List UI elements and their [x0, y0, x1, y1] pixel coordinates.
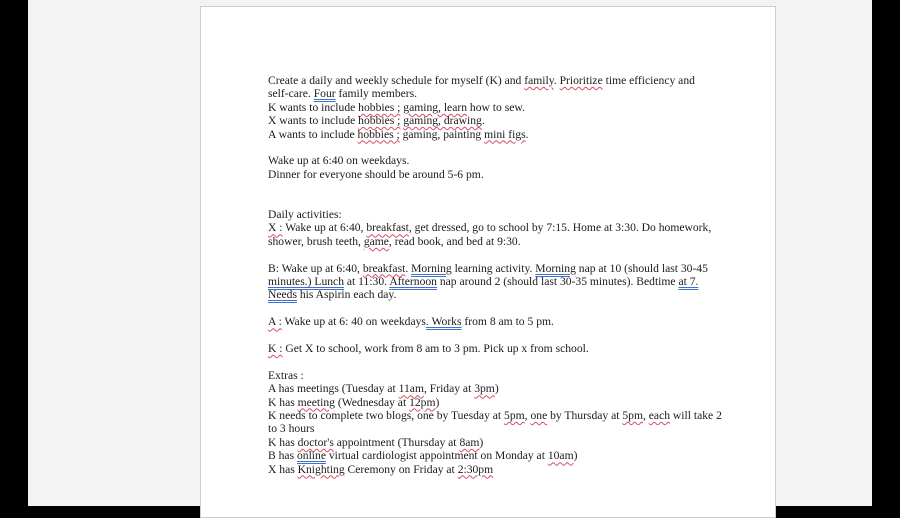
- text-run: Wake up at 6: 40 on weekdays: [281, 315, 426, 329]
- spelling-flag[interactable]: Prioritize: [559, 74, 603, 87]
- daily-activities-k: [268, 342, 728, 355]
- grammar-flag[interactable]: Afternoon: [389, 275, 437, 289]
- grammar-flag[interactable]: at 7.: [678, 275, 699, 289]
- schedule-notes: [268, 154, 728, 181]
- spelling-flag[interactable]: family: [524, 74, 554, 87]
- spelling-flag[interactable]: Knighting: [297, 462, 345, 476]
- text-run: (Wednesday at: [334, 395, 410, 409]
- text-run: learning activity.: [451, 261, 536, 275]
- intro-paragraph: [268, 74, 728, 141]
- text-run: X has: [268, 462, 298, 476]
- blank-line: [268, 181, 728, 208]
- text-run: B has: [268, 449, 297, 463]
- spelling-flag[interactable]: meeting: [297, 395, 335, 409]
- grammar-flag[interactable]: Four: [313, 87, 336, 101]
- text-run: ): [494, 382, 499, 396]
- text-run: Wake up at 6:40 on weekdays.: [268, 154, 410, 168]
- text-run: virtual cardiologist appointment on Monday at: [325, 449, 548, 463]
- spelling-flag[interactable]: 10am: [547, 449, 574, 463]
- text-run: X wants to include: [268, 114, 359, 128]
- text-run: his Aspirin each day.: [296, 288, 397, 302]
- text-run: self-care.: [268, 87, 314, 101]
- text-run: .: [553, 74, 560, 87]
- grammar-flag[interactable]: online: [296, 449, 326, 463]
- text-run: Wake up at 6:40,: [282, 221, 367, 235]
- spelling-flag[interactable]: A :: [268, 315, 282, 329]
- grammar-flag[interactable]: minutes.) Lunch: [268, 275, 344, 289]
- spelling-flag[interactable]: each: [648, 409, 671, 423]
- text-run: .: [481, 114, 485, 128]
- text-run: K wants to include: [268, 100, 359, 114]
- spelling-flag[interactable]: 11am: [398, 382, 424, 396]
- grammar-flag[interactable]: Morning: [535, 261, 576, 275]
- blank-line: [268, 302, 728, 315]
- text-run: .: [525, 127, 529, 141]
- spelling-flag[interactable]: 2:30pm: [457, 462, 494, 476]
- text-run: at 11:30.: [344, 275, 390, 289]
- text-run: time efficiency and: [602, 74, 695, 87]
- text-run: K needs to complete two blogs, one by Tuesday at: [268, 409, 505, 423]
- text-run: shower, brush teeth,: [268, 234, 364, 248]
- spelling-flag[interactable]: gaming, learn: [403, 100, 468, 114]
- spelling-flag[interactable]: gaming, drawing: [403, 114, 482, 128]
- text-run: A wants to include: [268, 127, 358, 141]
- spelling-flag[interactable]: game: [363, 234, 389, 248]
- spelling-flag[interactable]: hobbies ;: [358, 100, 401, 114]
- text-run: appointment (Thursday at: [333, 435, 460, 449]
- text-run: ): [573, 449, 578, 463]
- daily-activities-a: [268, 315, 728, 328]
- spelling-flag[interactable]: 5pm: [504, 409, 525, 423]
- text-run: how to sew.: [467, 100, 525, 114]
- spelling-flag[interactable]: breakfast: [366, 221, 409, 235]
- text-run: Dinner for everyone should be around 5-6 pm.: [268, 167, 484, 181]
- text-run: ): [435, 395, 440, 409]
- blank-line: [268, 355, 728, 368]
- text-run: to 3 hours: [268, 422, 315, 436]
- spelling-flag[interactable]: 8am: [459, 435, 480, 449]
- text-run: will take 2: [670, 409, 722, 423]
- spelling-flag[interactable]: 3pm: [474, 382, 495, 396]
- text-run: family members.: [335, 87, 418, 101]
- daily-activities-x: [268, 208, 728, 248]
- text-run: Create a daily and weekly schedule for myself (K) and: [268, 74, 525, 87]
- spelling-flag[interactable]: doctor's: [297, 435, 334, 449]
- spelling-flag[interactable]: mini figs: [484, 127, 526, 141]
- spelling-flag[interactable]: K :: [268, 342, 283, 356]
- spelling-flag[interactable]: hobbies ;: [357, 127, 400, 141]
- grammar-flag[interactable]: Morning: [411, 261, 452, 275]
- spelling-flag[interactable]: X :: [268, 221, 283, 235]
- text-run: gaming, painting: [399, 127, 485, 141]
- text-run: Ceremony on Friday at: [344, 462, 458, 476]
- text-run: K has: [268, 395, 298, 409]
- blank-line: [268, 248, 728, 261]
- document-page[interactable]: [200, 6, 776, 518]
- section-heading: Extras :: [268, 368, 304, 382]
- text-run: .: [405, 261, 412, 275]
- text-run: Get X to school, work from 8 am to 3 pm. Pick up x from school.: [282, 342, 589, 356]
- text-run: , get dressed, go to school by 7:15. Home at 3:30. Do homework,: [408, 221, 712, 235]
- section-heading: Daily activities:: [268, 208, 342, 222]
- spelling-flag[interactable]: one: [530, 409, 548, 423]
- text-run: B: Wake up at 6:40,: [268, 261, 363, 275]
- blank-line: [268, 141, 728, 154]
- text-run: nap around 2 (should last 30-35 minutes). Bedtime: [436, 275, 679, 289]
- spelling-flag[interactable]: 5pm: [622, 409, 643, 423]
- text-run: , read book, and bed at 9:30.: [388, 234, 521, 248]
- text-run: ): [479, 435, 484, 449]
- document-body[interactable]: [268, 74, 728, 476]
- grammar-flag[interactable]: . Works: [425, 315, 462, 329]
- document-canvas: [28, 0, 872, 506]
- text-run: by Thursday at: [547, 409, 623, 423]
- text-run: ,: [642, 409, 649, 423]
- text-run: K has: [268, 435, 298, 449]
- grammar-flag[interactable]: Needs: [268, 288, 297, 302]
- blank-line: [268, 329, 728, 342]
- extras-section: [268, 369, 728, 476]
- spelling-flag[interactable]: 12pm: [409, 395, 436, 409]
- spelling-flag[interactable]: hobbies ;: [358, 114, 401, 128]
- text-run: from 8 am to 5 pm.: [461, 315, 554, 329]
- text-run: ,: [524, 409, 531, 423]
- daily-activities-b: [268, 262, 728, 302]
- text-run: nap at 10 (should last 30-45: [575, 261, 708, 275]
- text-run: A has meetings (Tuesday at: [268, 382, 399, 396]
- text-run: , Friday at: [423, 382, 475, 396]
- spelling-flag[interactable]: breakfast: [362, 261, 406, 275]
